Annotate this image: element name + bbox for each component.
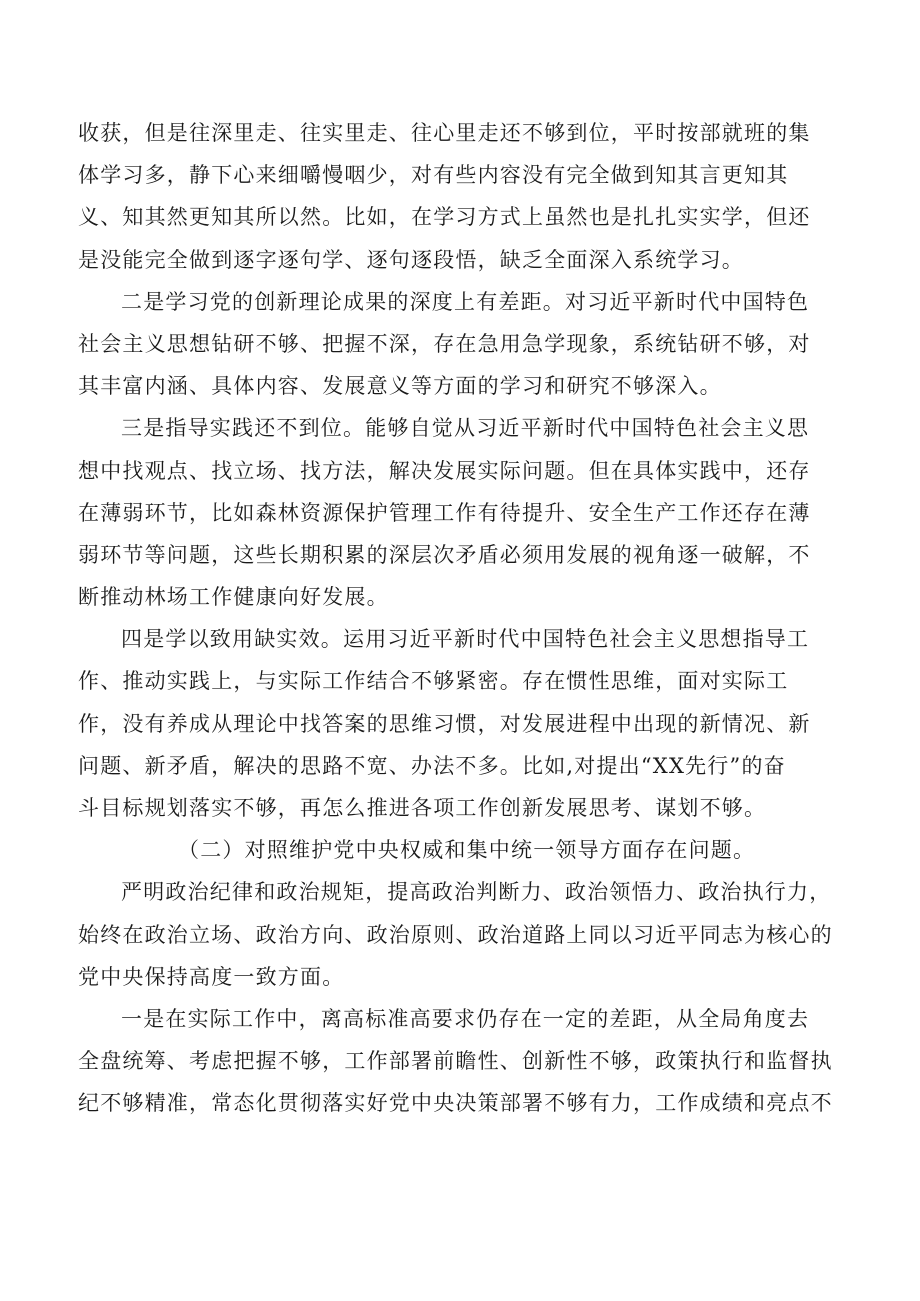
text-line: 是没能完全做到逐字逐句学、逐句逐段悟，缺乏全面深入系统学习。 — [78, 247, 744, 272]
text-line: 义、知其然更知其所以然。比如，在学习方式上虽然也是扎扎实实学，但还 — [78, 205, 811, 230]
text-line: 想中找观点、找立场、找方法，解决发展实际问题。但在具体实践中，还存 — [78, 458, 811, 483]
text-line: 收获，但是往深里走、往实里走、往心里走还不够到位，平时按部就班的集 — [78, 121, 811, 145]
paragraph-three-start: 三是指导实践还不到位。能够自觉从习近平新时代中国特色社会主义思 — [121, 416, 810, 441]
text-line: 全盘统筹、考虑把握不够，工作部署前瞻性、创新性不够，政策执行和监督执 — [78, 1049, 833, 1074]
text-line: 体学习多，静下心来细嚼慢咽少，对有些内容没有完全做到知其言更知其 — [78, 163, 789, 188]
text-line: 党中央保持高度一致方面。 — [78, 964, 345, 989]
text-line: 斗目标规划落实不够，再怎么推进各项工作创新发展思考、谋划不够。 — [78, 796, 767, 820]
text-line: 纪不够精准，常态化贯彻落实好党中央决策部署不够有力，工作成绩和亮点不 — [78, 1091, 833, 1116]
document-body — [78, 112, 858, 1125]
text-line: 问题、新矛盾，解决的思路不宽、办法不多。比如,对提出“XX先行”的奋 — [78, 753, 786, 778]
text-line: 在薄弱环节，比如森林资源保护管理工作有待提升、安全生产工作还存在薄 — [78, 500, 811, 525]
text-line: 作，没有养成从理论中找答案的思维习惯，对发展进程中出现的新情况、新 — [78, 711, 811, 736]
paragraph-two-start: 二是学习党的创新理论成果的深度上有差距。对习近平新时代中国特色 — [121, 289, 810, 314]
paragraph-six-start: 一是在实际工作中，离高标准高要求仍存在一定的差距，从全局角度去 — [121, 1006, 810, 1031]
section-heading: （二）对照维护党中央权威和集中统一领导方面存在问题。 — [178, 838, 756, 863]
text-line: 始终在政治立场、政治方向、政治原则、政治道路上同以习近平同志为核心的 — [78, 922, 833, 947]
paragraph-four-start: 四是学以致用缺实效。运用习近平新时代中国特色社会主义思想指导工 — [121, 627, 810, 652]
text-line: 断推动林场工作健康向好发展。 — [78, 585, 389, 610]
paragraph-five-start: 严明政治纪律和政治规矩，提高政治判断力、政治领悟力、政治执行力， — [121, 880, 832, 905]
text-line: 其丰富内涵、具体内容、发展意义等方面的学习和研究不够深入。 — [78, 374, 722, 399]
text-line: 弱环节等问题，这些长期积累的深层次矛盾必须用发展的视角逐一破解，不 — [78, 542, 811, 567]
text-line: 社会主义思想钻研不够、把握不深，存在急用急学现象，系统钻研不够，对 — [78, 331, 811, 356]
text-line: 作、推动实践上，与实际工作结合不够紧密。存在惯性思维，面对实际工 — [78, 669, 789, 694]
